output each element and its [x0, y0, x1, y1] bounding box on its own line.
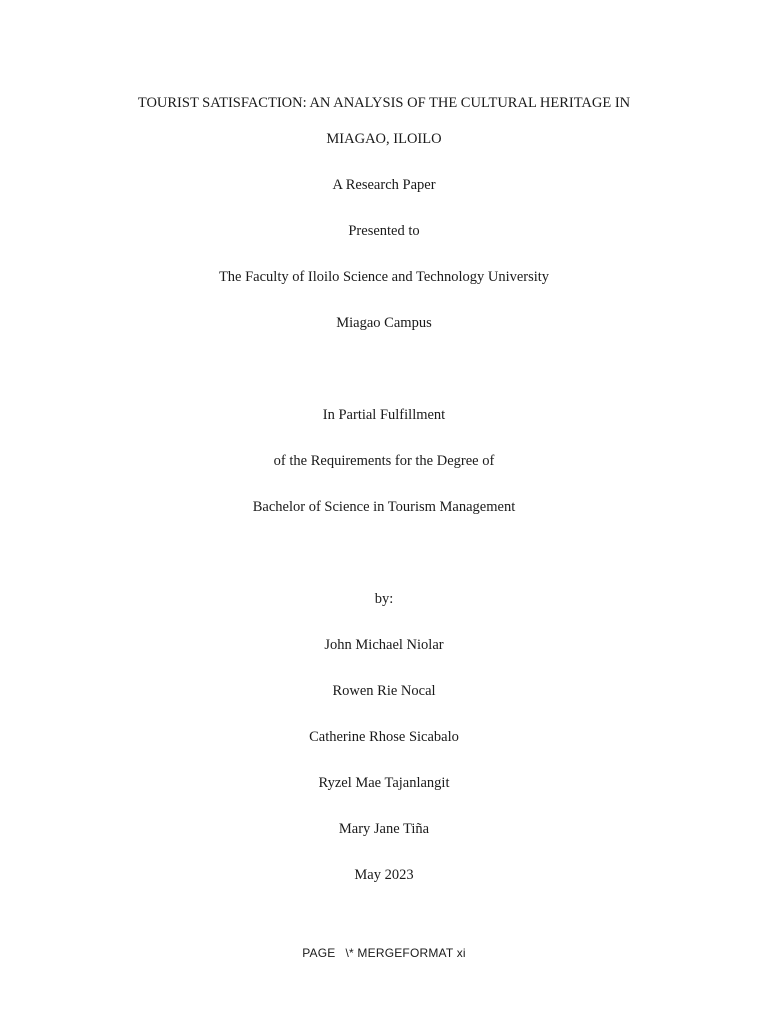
page-label: PAGE	[302, 946, 336, 960]
author-name: Rowen Rie Nocal	[332, 683, 436, 699]
campus-name: Miagao Campus	[336, 315, 432, 331]
page-field-code: \* MERGEFORMAT xi	[345, 946, 466, 960]
presented-to: Presented to	[348, 223, 420, 239]
author-name: Catherine Rhose Sicabalo	[309, 729, 459, 745]
title-line-1: TOURIST SATISFACTION: AN ANALYSIS OF THE CULTURAL HERITAGE IN	[137, 95, 631, 111]
document-type: A Research Paper	[332, 177, 436, 193]
page-footer	[0, 944, 768, 962]
author-name: Ryzel Mae Tajanlangit	[318, 775, 450, 791]
submission-date: May 2023	[354, 867, 414, 883]
fulfillment-line-1: In Partial Fulfillment	[322, 407, 446, 423]
author-name: Mary Jane Tiña	[338, 821, 430, 837]
author-name: John Michael Niolar	[324, 637, 444, 653]
fulfillment-line-2: of the Requirements for the Degree of	[273, 453, 495, 469]
by-label: by:	[374, 591, 394, 607]
degree-name: Bachelor of Science in Tourism Management	[252, 499, 516, 515]
title-line-2: MIAGAO, ILOILO	[326, 131, 442, 147]
faculty-name: The Faculty of Iloilo Science and Technology University	[218, 269, 550, 285]
